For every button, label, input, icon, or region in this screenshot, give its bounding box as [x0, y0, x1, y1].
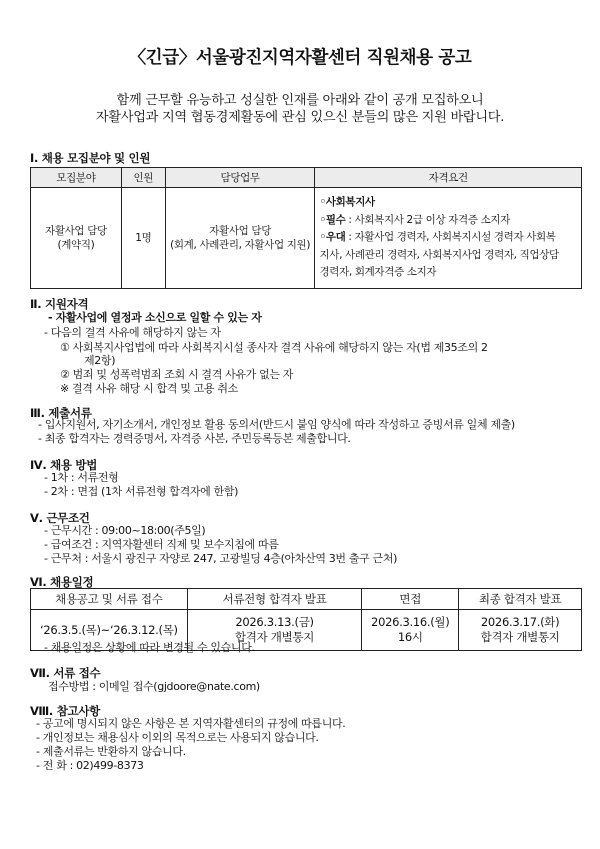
section-8-heading: Ⅷ. 참고사항: [30, 704, 100, 718]
documents-line-2: - 최종 합격자는 경력증명서, 자격증 사본, 주민등록등본 제출합니다.: [38, 432, 351, 445]
notes-line-2: - 개인정보는 채용심사 이외의 목적으로는 사용되지 않습니다.: [36, 731, 319, 744]
section-4-heading: Ⅳ. 채용 방법: [30, 458, 98, 472]
section-6-heading: Ⅵ. 채용일정: [30, 575, 94, 589]
notes-line-1: - 공고에 명시되지 않은 사항은 본 지역자활센터의 규정에 따릅니다.: [36, 717, 346, 730]
schedule-header-interview: 면접: [362, 589, 459, 610]
schedule-cell-interview: 2026.3.16.(월) 16시: [362, 610, 459, 651]
intro-paragraph: [0, 92, 600, 126]
recruitment-table: [30, 167, 582, 289]
conditions-line-1: - 근무시간 : 09:00~18:00(주5일): [44, 524, 206, 537]
schedule-note: - 채용일정은 상황에 따라 변경될 수 있습니다.: [44, 641, 255, 654]
eligibility-line-2: - 다음의 결격 사유에 해당하지 않는 자: [44, 326, 221, 339]
schedule-cell-announcement: ‘26.3.5.(목)~‘26.3.12.(목): [31, 610, 188, 651]
section-7-heading: Ⅶ. 서류 접수: [30, 666, 101, 680]
schedule-cell-final-result: 2026.3.17.(화) 합격자 개별통지: [459, 610, 582, 651]
cell-field: 자활사업 담당 (계약직): [31, 188, 122, 289]
notes-line-3: - 제출서류는 반환하지 않습니다.: [36, 745, 186, 758]
eligibility-line-6: ※ 결격 사유 해당 시 합격 및 고용 취소: [60, 382, 238, 395]
cell-count: 1명: [121, 188, 165, 289]
eligibility-line-1: - 자활사업에 열정과 소신으로 일할 수 있는 자: [48, 311, 262, 324]
schedule-header-final-result: 최종 합격자 발표: [459, 589, 582, 610]
section-2-heading: Ⅱ. 지원자격: [30, 297, 89, 311]
eligibility-line-4: 제2항): [84, 354, 116, 367]
intro-line-2: 자활사업과 지역 협동경제활동에 관심 있으신 분들의 많은 지원 바랍니다.: [95, 110, 505, 125]
conditions-line-2: - 급여조건 : 지역자활센터 직제 및 보수지침에 따름: [44, 538, 279, 551]
header-count: 인원: [121, 168, 165, 188]
section-5-heading: Ⅴ. 근무조건: [30, 511, 90, 525]
document-title: 〈긴급〉서울광진지역자활센터 직원채용 공고: [128, 48, 472, 68]
req-preferred: ◦우대 : 자활사업 경력자, 사회복지시설 경력자 사회복: [319, 231, 556, 243]
req-title: ◦사회복지사: [319, 196, 375, 208]
eligibility-line-5: ② 범죄 및 성폭력범죄 조회 시 결격 사유가 없는 자: [60, 368, 294, 381]
schedule-cell-document-result: 2026.3.13.(금) 합격자 개별통지: [187, 610, 362, 651]
header-duty: 담당업무: [165, 168, 315, 188]
eligibility-line-3: ① 사회복지사업법에 따라 사회복지시설 종사자 결격 사유에 해당하지 않는 자(법 제35조의 2: [60, 341, 488, 354]
notes-line-4: - 전 화 : 02)499-8373: [36, 759, 144, 772]
section-3-heading: Ⅲ. 제출서류: [30, 406, 92, 420]
section-1-heading: Ⅰ. 채용 모집분야 및 인원: [30, 151, 151, 165]
conditions-line-3: - 근무처 : 서울시 광진구 자양로 247, 고광빌딩 4층(아차산역 3번 출구 근처): [44, 552, 398, 565]
schedule-header-announcement: 채용공고 및 서류 접수: [31, 589, 188, 610]
method-line-2: - 2차 : 면접 (1차 서류전형 합격자에 한함): [44, 485, 239, 498]
method-line-1: - 1차 : 서류전형: [44, 471, 119, 484]
header-requirements: 자격요건: [315, 168, 582, 188]
cell-requirements: ◦사회복지사 ◦필수 : 사회복지사 2급 이상 자격증 소지자 ◦우대 : 자활사업 경력자, 사회복지시설 경력자 사회복 지사, 사례관리 경력자, 사회복지사업 경력자, 직업상담 경력자, 회계자격증 소지자: [315, 188, 582, 289]
header-field: 모집분야: [31, 168, 122, 188]
schedule-header-document-result: 서류전형 합격자 발표: [187, 589, 362, 610]
submission-method: 접수방법 : 이메일 접수(gjdoore@nate.com): [48, 680, 260, 693]
documents-line-1: - 입사지원서, 자기소개서, 개인정보 활용 동의서(반드시 붙임 양식에 따라 작성하고 증빙서류 일체 제출): [38, 418, 515, 431]
cell-duty: 자활사업 담당 (회계, 사례관리, 자활사업 지원): [165, 188, 315, 289]
req-must: ◦필수 : 사회복지사 2급 이상 자격증 소지자: [319, 213, 510, 226]
intro-line-1: 함께 근무할 유능하고 성실한 인재를 아래와 같이 공개 모집하오니: [116, 93, 484, 108]
